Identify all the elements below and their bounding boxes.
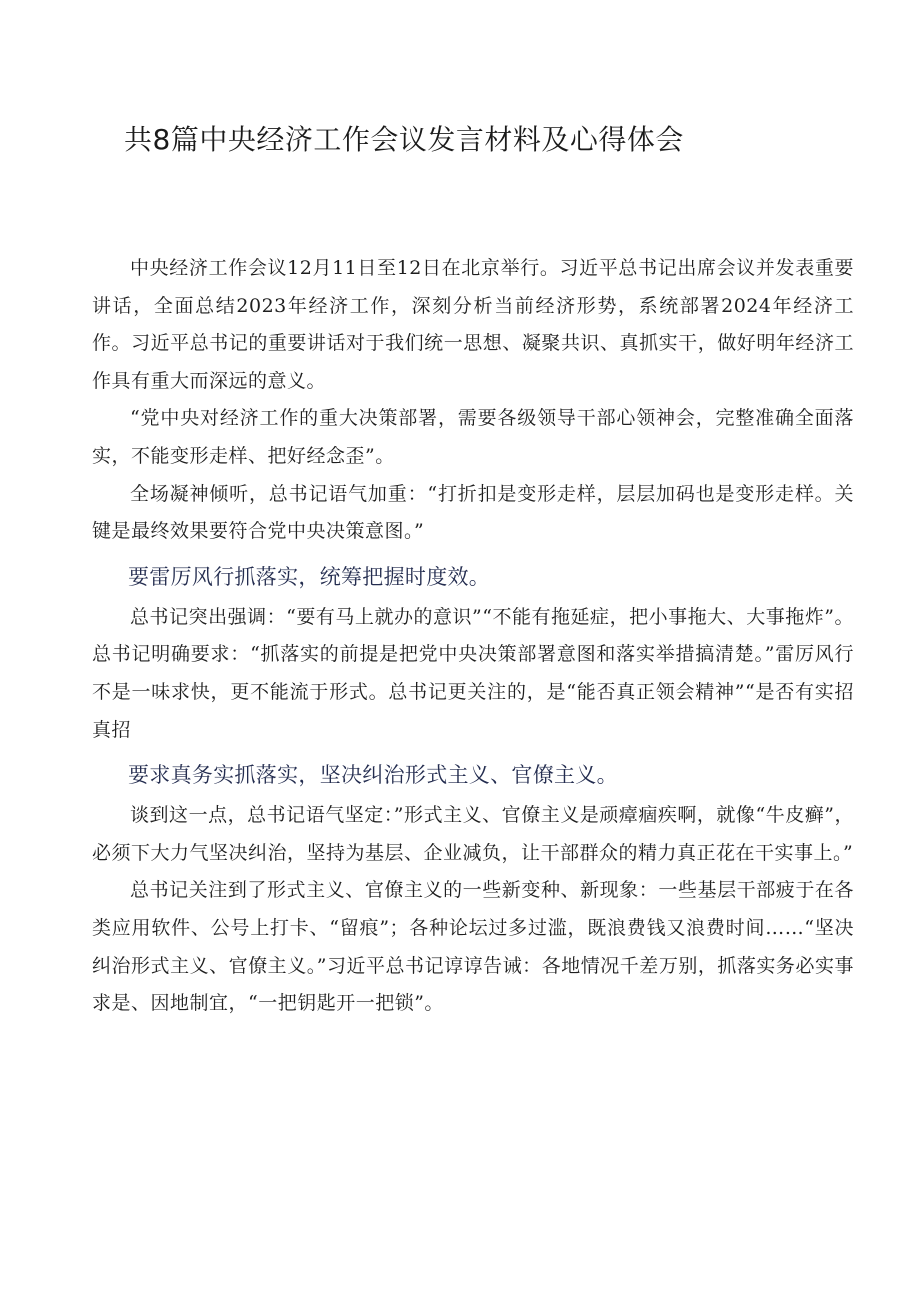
paragraph-new-phenomena: 总书记关注到了形式主义、官僚主义的一些新变种、新现象：一些基层干部疲于在各类应用软件、公号上打卡、“留痕”；各种论坛过多过滥，既浪费钱又浪费时间……“坚决纠治形式主义、官僚主义。”习近平总书记谆谆告诫：各地情况千差万别，抓落实务必实事求是、因地制宜，“一把钥匙开一把锁”。 [92,879,854,1015]
paragraph-audience: 全场凝神倾听，总书记语气加重：“打折扣是变形走样，层层加码也是变形走样。关键是最终效果要符合党中央决策意图。” [92,482,854,543]
paragraph-quote-decisions: “党中央对经济工作的重大决策部署，需要各级领导干部心领神会，完整准确全面落实，不能变形走样、把好经念歪”。 [92,407,854,467]
document-body [92,250,854,1023]
section-heading-2: 要求真务实抓落实，坚决纠治形式主义、官僚主义。 [128,763,618,788]
section-heading-1: 要雷厉风行抓落实，统筹把握时度效。 [128,564,491,589]
paragraph-formalism: 谈到这一点，总书记语气坚定：”形式主义、官僚主义是顽瘴痼疾啊，就像“牛皮癣”，必须下大力气坚决纠治，坚持为基层、企业减负，让干部群众的精力真正花在干实事上。” [92,804,854,864]
paragraph-intro: 中央经济工作会议12月11日至12日在北京举行。习近平总书记出席会议并发表重要讲话，全面总结2023年经济工作，深刻分析当前经济形势，系统部署2024年经济工作。习近平总书记的重要讲话对于我们统一思想、凝聚共识、真抓实干，做好明年经济工作具有重大而深远的意义。 [92,257,854,392]
document-title: 共8篇中央经济工作会议发言材料及心得体会 [124,123,684,156]
paragraph-section-1: 总书记突出强调：“要有马上就办的意识”“不能有拖延症，把小事拖大、大事拖炸”。总书记明确要求：“抓落实的前提是把党中央决策部署意图和落实举措搞清楚。”雷厉风行不是一味求快，更不能流于形式。总书记更关注的，是“能否真正领会精神”“是否有实招真招 [92,605,854,741]
